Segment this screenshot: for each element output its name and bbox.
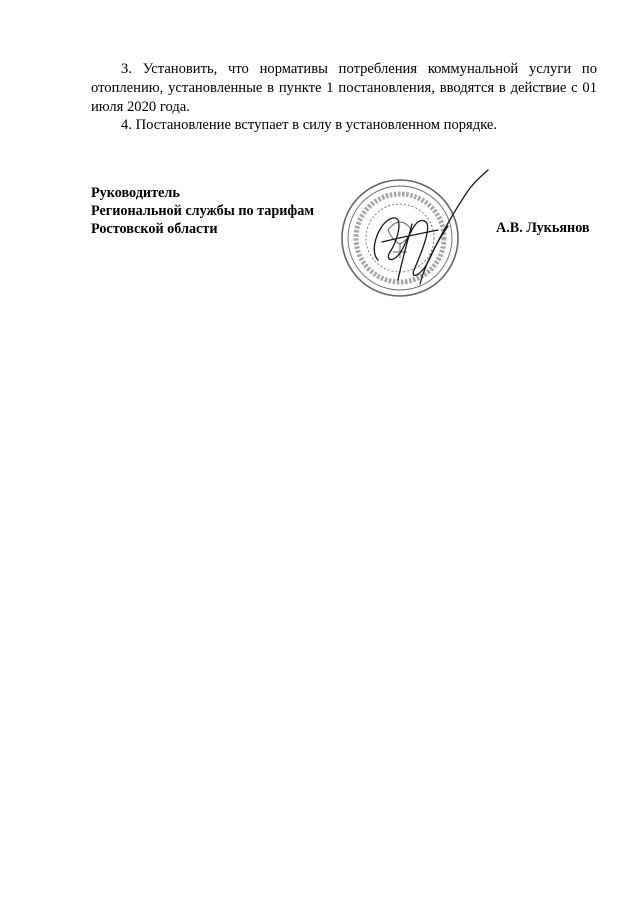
- position-line-2: Региональной службы по тарифам: [91, 203, 315, 219]
- signatory-position: [91, 184, 314, 238]
- position-line-1: Руководитель: [91, 185, 180, 201]
- paragraph-item-3: 3. Установить, что нормативы потребления коммунальной услуги по отоплению, установленные в пункте 1 постановления, вводятся в действие с 01 июля 2020 года.: [91, 61, 597, 115]
- seal-emblem: [388, 222, 412, 244]
- position-line-3: Ростовской области: [91, 221, 218, 237]
- paragraph-item-4: 4. Постановление вступает в силу в установленном порядке.: [121, 117, 498, 133]
- signatory-name: А.В. Лукьянов: [496, 220, 590, 236]
- official-seal-icon: [338, 160, 498, 310]
